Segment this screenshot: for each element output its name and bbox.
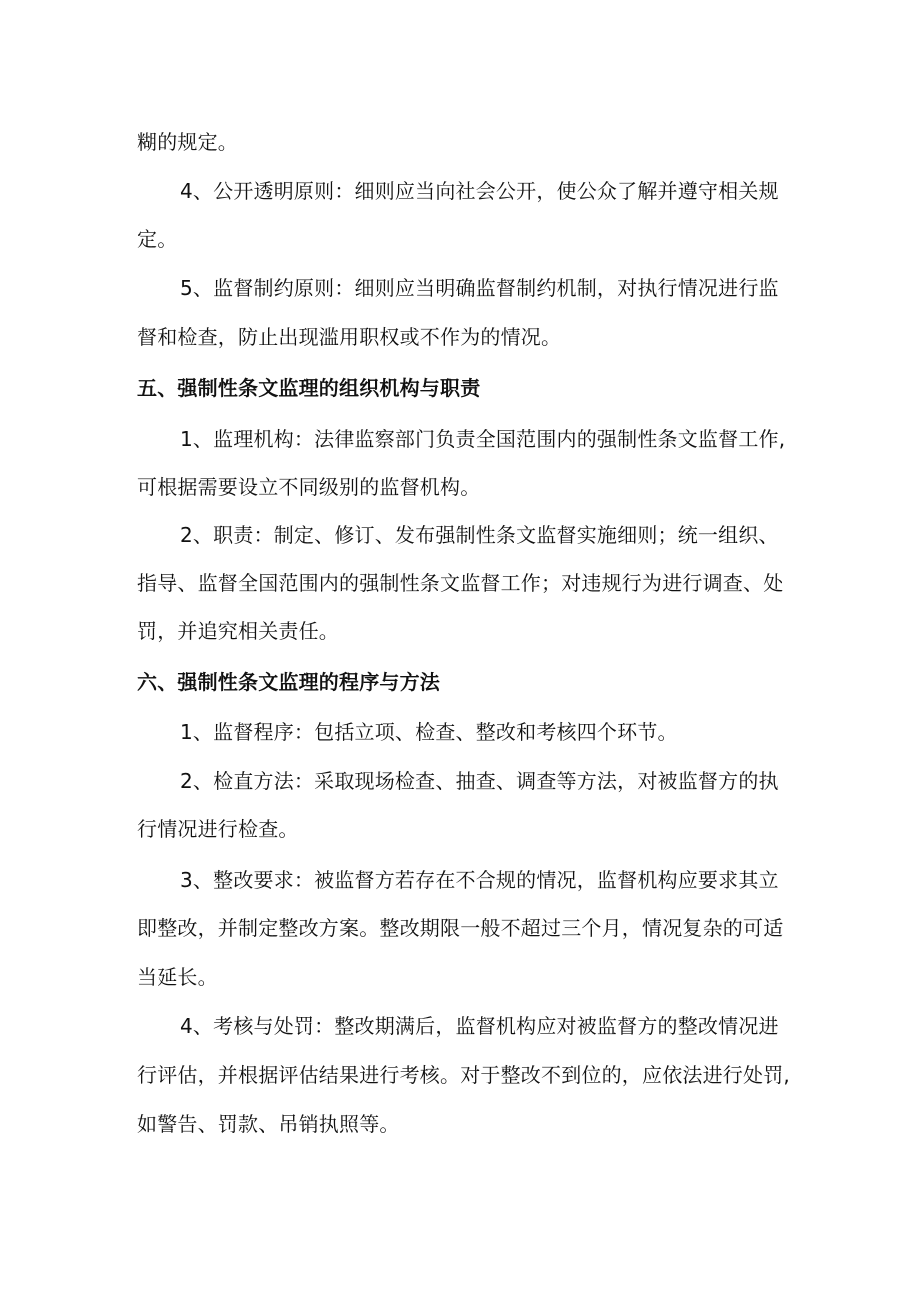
section-heading: 五、强制性条文监理的组织机构与职责 [137,376,481,400]
section-heading: 六、强制性条文监理的程序与方法 [137,670,440,694]
paragraph-line: 糊的规定。 [137,130,238,154]
paragraph-line: 指导、监督全国范围内的强制性条文监督工作；对违规行为进行调查、处 [137,571,784,595]
paragraph-line: 1、监督程序：包括立项、检查、整改和考核四个环节。 [180,720,678,744]
paragraph-line: 罚，并追究相关责任。 [137,619,339,643]
paragraph-line: 定。 [137,227,178,251]
paragraph-line: 4、公开透明原则：细则应当向社会公开，使公众了解并遵守相关规 [180,179,779,203]
paragraph-line: 可根据需要设立不同级别的监督机构。 [137,475,481,499]
paragraph-line: 3、整改要求：被监督方若存在不合规的情况，监督机构应要求其立 [180,868,779,892]
paragraph-line: 如警告、罚款、吊销执照等。 [137,1112,400,1136]
paragraph-line: 即整改，并制定整改方案。整改期限一般不超过三个月，情况复杂的可适 [137,916,784,940]
paragraph-line: 行情况进行检查。 [137,817,299,841]
paragraph-line: 1、监理机构：法律监察部门负责全国范围内的强制性条文监督工作, [180,427,786,451]
paragraph-line: 督和检查，防止出现滥用职权或不作为的情况。 [137,325,562,349]
paragraph-line: 5、监督制约原则：细则应当明确监督制约机制，对执行情况进行监 [180,276,779,300]
paragraph-line: 4、考核与处罚：整改期满后，监督机构应对被监督方的整改情况进 [180,1014,779,1038]
paragraph-line: 2、职责：制定、修订、发布强制性条文监督实施细则；统一组织、 [180,523,779,547]
paragraph-line: 2、检直方法：采取现场检查、抽查、调查等方法，对被监督方的执 [180,769,779,793]
paragraph-line: 当延长。 [137,965,218,989]
paragraph-line: 行评估，并根据评估结果进行考核。对于整改不到位的，应依法进行处罚, [137,1063,790,1087]
